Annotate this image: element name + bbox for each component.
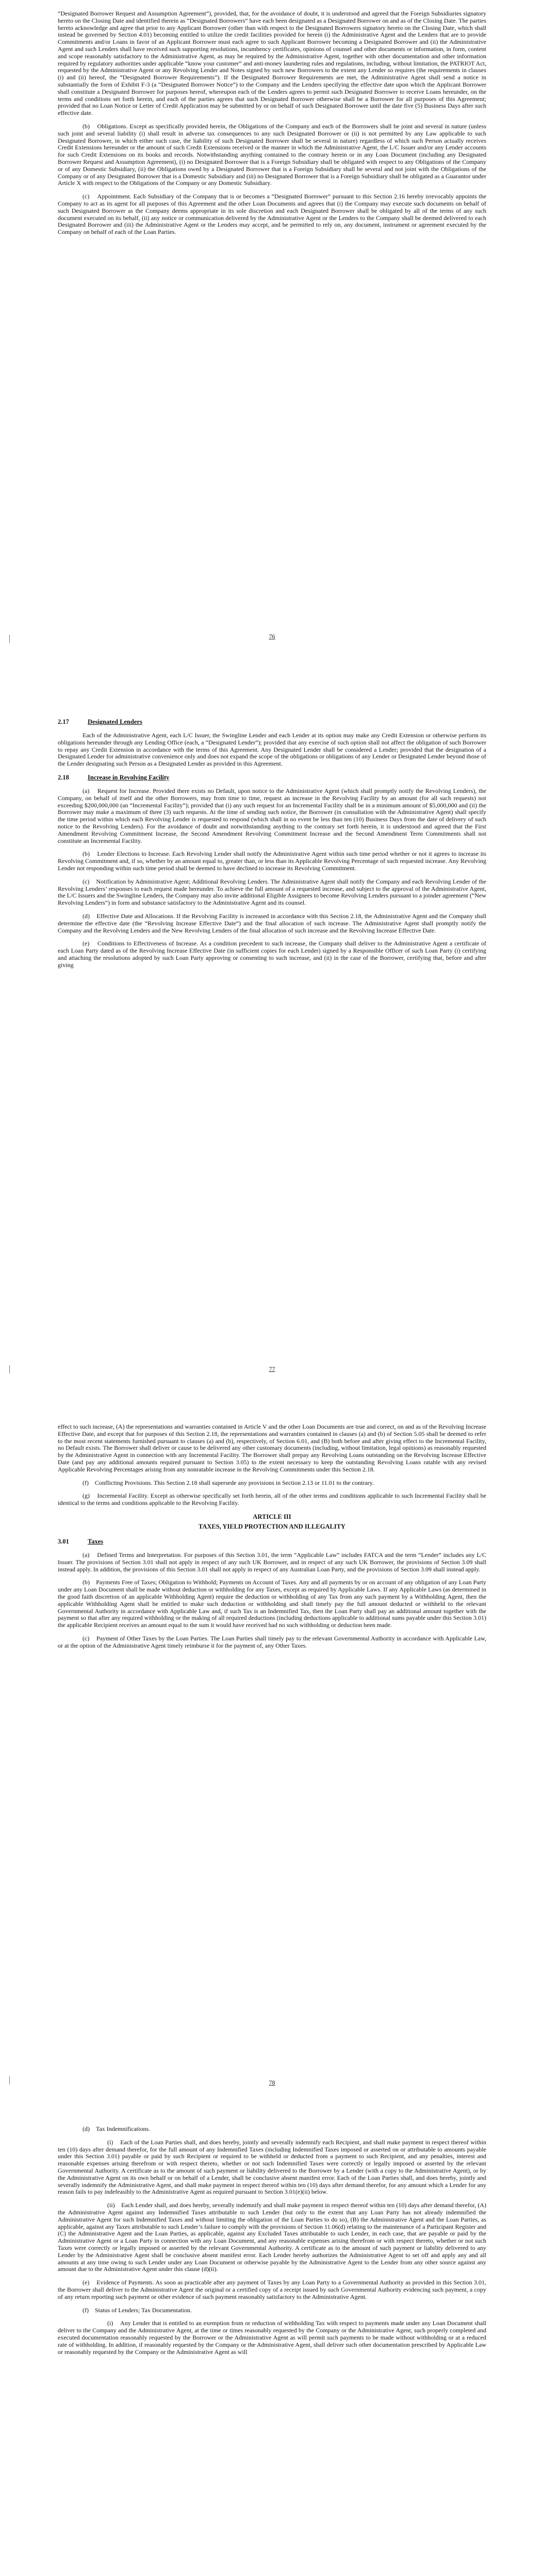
document-page-76 xyxy=(0,0,544,644)
paragraph-defined-terms: (a) Defined Terms and Interpretation. For purposes of this Section 3.01, the term “Applicable Law” includes FATCA and the term “Lender” includes any L/C Issuer. The provisions of Section 3.01 shall not apply in respect of any such UK Borrower, and in respect of any such UK Borrower, the provisions of Section 3.09 shall instead apply. In addition, the provisions of this Section 3.01 shall not apply in respect of any Australian Loan Party, and the provisions of Section 3.09 shall instead apply. xyxy=(58,1551,486,1573)
article-title: TAXES, YIELD PROTECTION AND ILLEGALITY xyxy=(198,1522,346,1530)
paragraph-request-for-increase: (a) Request for Increase. Provided there exists no Default, upon notice to the Administrative Agent (which shall promptly notify the Revolving Lenders), the Company, on behalf of itself and the other Borrowers, may from time to time, request an increase in the Revolving Facility by an amount (for all such requests) not exceeding $200,000,000 (an “Incremental Facility”); provided that (i) any such request for an Incremental Facility shall be in a minimum amount of $5,000,000 and (ii) the Borrower may make a maximum of three (3) such requests. At the time of sending such notice, the Borrower (in consultation with the Administrative Agent) shall specify the time period within which each Revolving Lender is requested to respond (which shall in no event be less than ten (10) Business Days from the date of delivery of such notice to the Revolving Lenders). For the avoidance of doubt and notwithstanding anything to the contrary set forth herein, it is understood and agreed that the First Amendment Revolving Commitment Increase, the Second Amendment Revolving Commitment Increase and the Second Amendment Term Commitments shall not constitute an Incremental Facility. xyxy=(58,787,486,844)
paragraph-obligations: (b) Obligations. Except as specifically provided herein, the Obligations of the Company and each of the Borrowers shall be joint and several in nature (unless such joint and several liability (i) shall result in adverse tax consequences to any such Designated Borrower or (ii) is not permitted by any Law applicable to such Designated Borrower, in which either such case, the liability of such Designated Borrower shall be several in nature) regardless of which such Person actually receives Credit Extensions hereunder or the amount of such Credit Extensions received or the manner in which the Administrative Agent, the L/C Issuer and/or any Lender accounts for such Credit Extensions on its books and records. Notwithstanding anything contained to the contrary herein or in any Loan Document (including any Designated Borrower Request and Assumption Agreement), (i) no Designated Borrower that is a Foreign Subsidiary shall be obligated with respect to any Obligations of the Company or of any Domestic Subsidiary, (ii) the Obligations owed by a Designated Borrower that is a Foreign Subsidiary shall be several and not joint with the Obligations of the Company or of any Designated Borrower that is a Domestic Subsidiary and (iii) no Designated Borrower that is a Foreign Subsidiary shall be obligated as a Guarantor under Article X with respect to the Obligations of the Company or any Domestic Subsidiary. xyxy=(58,122,486,187)
section-heading-2-17 xyxy=(58,718,486,726)
section-heading-3-01 xyxy=(58,1538,486,1546)
paragraph-designated-lenders: Each of the Administrative Agent, each L/C Issuer, the Swingline Lender and each Lender at its option may make any Credit Extension or otherwise perform its obligations hereunder through any Lending Office (each, a “Designated Lender”); provided that any exercise of such option shall not affect the obligation of such Borrower to repay any Credit Extension in accordance with the terms of this Agreement. Any Designated Lender shall be considered a Lender; provided that the designation of a Designated Lender for administrative convenience only and does not expand the scope of the obligations or obligations of any Lender or Designated Lender beyond those of the Lender designating such Person as a Designated Lender as provided in this Agreement. xyxy=(58,732,486,768)
page-number: 77 xyxy=(269,1365,275,1372)
paragraph-indemnification-lenders: (ii) Each Lender shall, and does hereby, severally indemnify and shall make payment in respect thereof within ten (10) days after demand therefor, (A) the Administrative Agent against any Indemnified Taxes attributable to such Lender (but only to the extent that any Loan Party has not already indemnified the Administrative Agent for such Indemnified Taxes and without limiting the obligation of the Loan Parties to do so), (B) the Administrative Agent and the Loan Parties, as applicable, against any Taxes attributable to such Lender’s failure to comply with the provisions of Section 11.06(d) relating to the maintenance of a Participant Register and (C) the Administrative Agent and the Loan Parties, as applicable, against any Excluded Taxes attributable to such Lender, in each case, that are payable or paid by the Administrative Agent or a Loan Party in connection with any Loan Document, and any reasonable expenses arising therefrom or with respect thereto, whether or not such Taxes were correctly or legally imposed or asserted by the relevant Governmental Authority. A certificate as to the amount of such payment or liability delivered to any Lender by the Administrative Agent shall be conclusive absent manifest error. Each Lender hereby authorizes the Administrative Agent to set off and apply any and all amounts at any time owing to such Lender under any Loan Document or otherwise payable by the Administrative Agent to the Lender from any other source against any amount due to the Administrative Agent under this clause (d)(ii). xyxy=(58,2201,486,2273)
paragraph-status-of-lenders: (f) Status of Lenders; Tax Documentation. xyxy=(83,2306,192,2314)
paragraph-evidence-of-payments: (e) Evidence of Payments. As soon as practicable after any payment of Taxes by any Loan Party to a Governmental Authority as provided in this Section 3.01, the Borrower shall deliver to the Administrative Agent the original or a certified copy of a receipt issued by such Governmental Authority evidencing such payment, a copy of any return reporting such payment or other evidence of such payment reasonably satisfactory to the Administrative Agent. xyxy=(58,2279,486,2300)
paragraph-lender-elections: (b) Lender Elections to Increase. Each Revolving Lender shall notify the Administrative Agent within such time period whether or not it agrees to increase its Revolving Commitment and, if so, whether by an amount equal to, greater than, or less than its Applicable Revolving Percentage of such requested increase. Any Revolving Lender not responding within such time period shall be deemed to have declined to increase its Revolving Commitment. xyxy=(58,850,486,872)
margin-mark xyxy=(9,2076,10,2084)
section-title: Increase in Revolving Facility xyxy=(88,773,170,781)
document-page-78 xyxy=(0,1409,544,2094)
paragraph-appointment: (c) Appointment. Each Subsidiary of the Company that is or becomes a “Designated Borrower” pursuant to this Section 2.16 hereby irrevocably appoints the Company to act as its agent for all purposes of this Agreement and the other Loan Documents and agrees that (i) the Company may execute such documents on behalf of such Designated Borrower as the Company deems appropriate in its sole discretion and each Designated Borrower shall be obligated by all of the terms of any such document executed on its behalf, (ii) any notice or communication delivered by the Administrative Agent or the Lenders to the Company shall be deemed delivered to each Designated Borrower and (iii) the Administrative Agent or the Lenders may accept, and be permitted to rely on, any document, instrument or agreement executed by the Company on behalf of each of the Loan Parties. xyxy=(58,193,486,236)
section-number: 2.18 xyxy=(58,773,69,781)
paragraph-exemption-documentation: (i) Any Lender that is entitled to an exemption from or reduction of withholding Tax with respect to payments made under any Loan Document shall deliver to the Company and the Administrative Agent, at the time or times reasonably requested by the Company or the Administrative Agent, such properly completed and executed documentation reasonably requested by the Borrower or the Administrative Agent as will permit such payments to be made without withholding or at a reduced rate of withholding. In addition, if reasonably requested by the Company or the Administrative Agent, shall deliver such other documentation prescribed by Applicable Law or reasonably requested by the Company or the Administrative Agent as will xyxy=(58,2319,486,2355)
page-number: 76 xyxy=(269,633,275,640)
paragraph-incremental-facility: (g) Incremental Facility. Except as otherwise specifically set forth herein, all of the other terms and conditions applicable to such Incremental Facility shall be identical to the terms and conditions applicable to the Revolving Facility. xyxy=(58,1492,486,1507)
paragraph-tax-indemnifications: (d) Tax Indemnifications. xyxy=(83,2125,151,2132)
article-label: ARTICLE III xyxy=(253,1513,291,1520)
section-heading-2-18 xyxy=(58,774,486,782)
paragraph-conditions: (e) Conditions to Effectiveness of Increase. As a condition precedent to such increase, the Company shall deliver to the Administrative Agent a certificate of each Loan Party dated as of the Revolving Increase Effective Date (in sufficient copies for each Lender) signed by a Responsible Officer of such Loan Party (i) certifying and attaching the resolutions adopted by such Loan Party approving or consenting to such increase, and (ii) in the case of the Borrower, certifying that, before and after giving xyxy=(58,940,486,969)
section-title: Designated Lenders xyxy=(88,718,142,725)
page-number: 78 xyxy=(269,2079,275,2086)
paragraph-indemnification-loan-parties: (i) Each of the Loan Parties shall, and does hereby, jointly and severally indemnify each Recipient, and shall make payment in respect thereof within ten (10) days after demand therefor, for the full amount of any Indemnified Taxes (including Indemnified Taxes imposed or asserted on or attributable to amounts payable under this Section 3.01) payable or paid by such Recipient or required to be withheld or deducted from a payment to such Recipient, and any penalties, interest and reasonable expenses arising therefrom or with respect thereto, whether or not such Indemnified Taxes were correctly or legally imposed or asserted by the relevant Governmental Authority. A certificate as to the amount of such payment or liability delivered to the Borrower by a Lender (with a copy to the Administrative Agent), or by the Administrative Agent on its own behalf or on behalf of a Lender, shall be conclusive absent manifest error. Each of the Loan Parties shall, and does hereby, jointly and severally indemnify the Administrative Agent, and shall make payment in respect thereof within ten (10) days after demand therefor, for any amount which a Lender for any reason fails to pay indefeasibly to the Administrative Agent as required pursuant to Section 3.01(e)(ii) below. xyxy=(58,2138,486,2196)
paragraph-notification: (c) Notification by Administrative Agent; Additional Revolving Lenders. The Administrative Agent shall notify the Company and each Revolving Lender of the Revolving Lenders’ responses to each request made hereunder. To achieve the full amount of a requested increase, and subject to the approval of the Administrative Agent, the L/C Issuers and the Swingline Lenders, the Company may also invite additional Eligible Assignees to become Revolving Lenders pursuant to a joinder agreement (“New Revolving Lenders”) in form and substance satisfactory to the Administrative Agent and its counsel. xyxy=(58,877,486,907)
paragraph-continued: effect to such increase, (A) the representations and warranties contained in Article V and the other Loan Documents are true and correct, on and as of the Revolving Increase Effective Date, and except that for purposes of this Section 2.18, the representations and warranties contained in clauses (a) and (b) of Section 5.05 shall be deemed to refer to the most recent statements furnished pursuant to clauses (a) and (b), respectively, of Section 6.01, and (B) both before and after giving effect to the Incremental Facility, no Default exists. The Borrower shall deliver or cause to be delivered any other customary documents (including, without limitation, legal opinions) as reasonably requested by the Administrative Agent in connection with any Incremental Facility. The Borrower shall prepay any Revolving Loans outstanding on the Revolving Increase Effective Date (and pay any additional amounts required pursuant to Section 3.05) to the extent necessary to keep the outstanding Revolving Loans ratable with any revised Applicable Revolving Percentages arising from any nonratable increase in the Revolving Commitments under this Section 2.18. xyxy=(58,1423,486,1473)
document-page-79 xyxy=(0,2111,544,2576)
margin-mark xyxy=(9,635,10,643)
paragraph-effective-date: (d) Effective Date and Allocations. If the Revolving Facility is increased in accordance with this Section 2.18, the Administrative Agent and the Company shall determine the effective date (the “Revolving Increase Effective Date”) and the final allocation of such increase. The Administrative Agent shall promptly notify the Company and the Revolving Lenders and the New Revolving Lenders of the final allocation of such increase and the Revolving Increase Effective Date. xyxy=(58,912,486,934)
paragraph-payments-free-of-taxes: (b) Payments Free of Taxes; Obligation to Withhold; Payments on Account of Taxes. Any and all payments by or on account of any obligation of any Loan Party under any Loan Document shall be made without deduction or withholding for any Taxes, except as required by Applicable Laws. If any Applicable Laws (as determined in the good faith discretion of an applicable Withholding Agent) require the deduction or withholding of any Tax from any such payment by a Withholding Agent, then the applicable Withholding Agent shall be entitled to make such deduction or withholding and shall timely pay the full amount deducted or withheld to the relevant Governmental Authority in accordance with Applicable Law and, if such Tax is an Indemnified Tax, then the Loan Party shall pay an additional amount together with the payment so that after any required withholding or the making of all required deductions (including deductions applicable to additional sums payable under this Section 3.01) the applicable Recipient receives an amount equal to the sum it would have received had no such withholding or deduction been made. xyxy=(58,1579,486,1629)
document-page-77 xyxy=(0,707,544,1377)
paragraph-other-taxes: (c) Payment of Other Taxes by the Loan Parties. The Loan Parties shall timely pay to the relevant Governmental Authority in accordance with Applicable Law, or at the option of the Administrative Agent timely reimburse it for the payment of, any Other Taxes. xyxy=(58,1634,486,1649)
margin-mark xyxy=(9,1365,10,1374)
section-number: 2.17 xyxy=(58,718,69,725)
paragraph-conflicting-provisions: (f) Conflicting Provisions. This Section 2.18 shall supersede any provisions in Section 2.13 or 11.01 to the contrary. xyxy=(83,1479,374,1486)
paragraph-designated-borrower-request: “Designated Borrower Request and Assumption Agreement”), provided, that, for the avoidance of doubt, it is understood and agreed that the Foreign Subsidiaries signatory hereto on the Closing Date and identified therein as “Designated Borrowers” have each been designated as a Designated Borrower on and as of the Closing Date. The parties hereto acknowledge and agree that prior to any Applicant Borrower (other than with respect to the Designated Borrowers signatory hereto on the Closing Date, which shall instead be governed by Section 4.01) becoming entitled to utilize the credit facilities provided for herein (i) the Administrative Agent and the Lenders that are to provide Commitments and/or Loans in favor of an Applicant Borrower must each agree to such Applicant Borrower becoming a Designated Borrower and (ii) the Administrative Agent and such Lenders shall have received such supporting resolutions, incumbency certificates, opinions of counsel and other documents or information, in form, content and scope reasonably satisfactory to the Administrative Agent, as may be required by the Administrative Agent, together with other documentation and other information required by regulatory authorities under applicable “know your customer” and anti-money laundering rules and regulations, including, without limitation, the PATRIOT Act, requested by the Administrative Agent or any Revolving Lender and Notes signed by such new Borrowers to the extent any Lender so requires (the requirements in clauses (i) and (ii) hereof, the “Designated Borrower Requirements”). If the Designated Borrower Requirements are met, the Administrative Agent shall send a notice in substantially the form of Exhibit F-3 (a “Designated Borrower Notice”) to the Company and the Lenders specifying the effective date upon which the Applicant Borrower shall constitute a Designated Borrower for purposes hereof, whereupon each of the Lenders agrees to permit such Designated Borrower to receive Loans hereunder, on the terms and conditions set forth herein, and each of the parties agrees that such Designated Borrower otherwise shall be a Borrower for all purposes of this Agreement; provided that no Loan Notice or Letter of Credit Application may be submitted by or on behalf of such Designated Borrower until the date five (5) Business Days after such effective date. xyxy=(58,10,486,117)
section-title: Taxes xyxy=(88,1537,104,1545)
section-number: 3.01 xyxy=(58,1537,69,1545)
